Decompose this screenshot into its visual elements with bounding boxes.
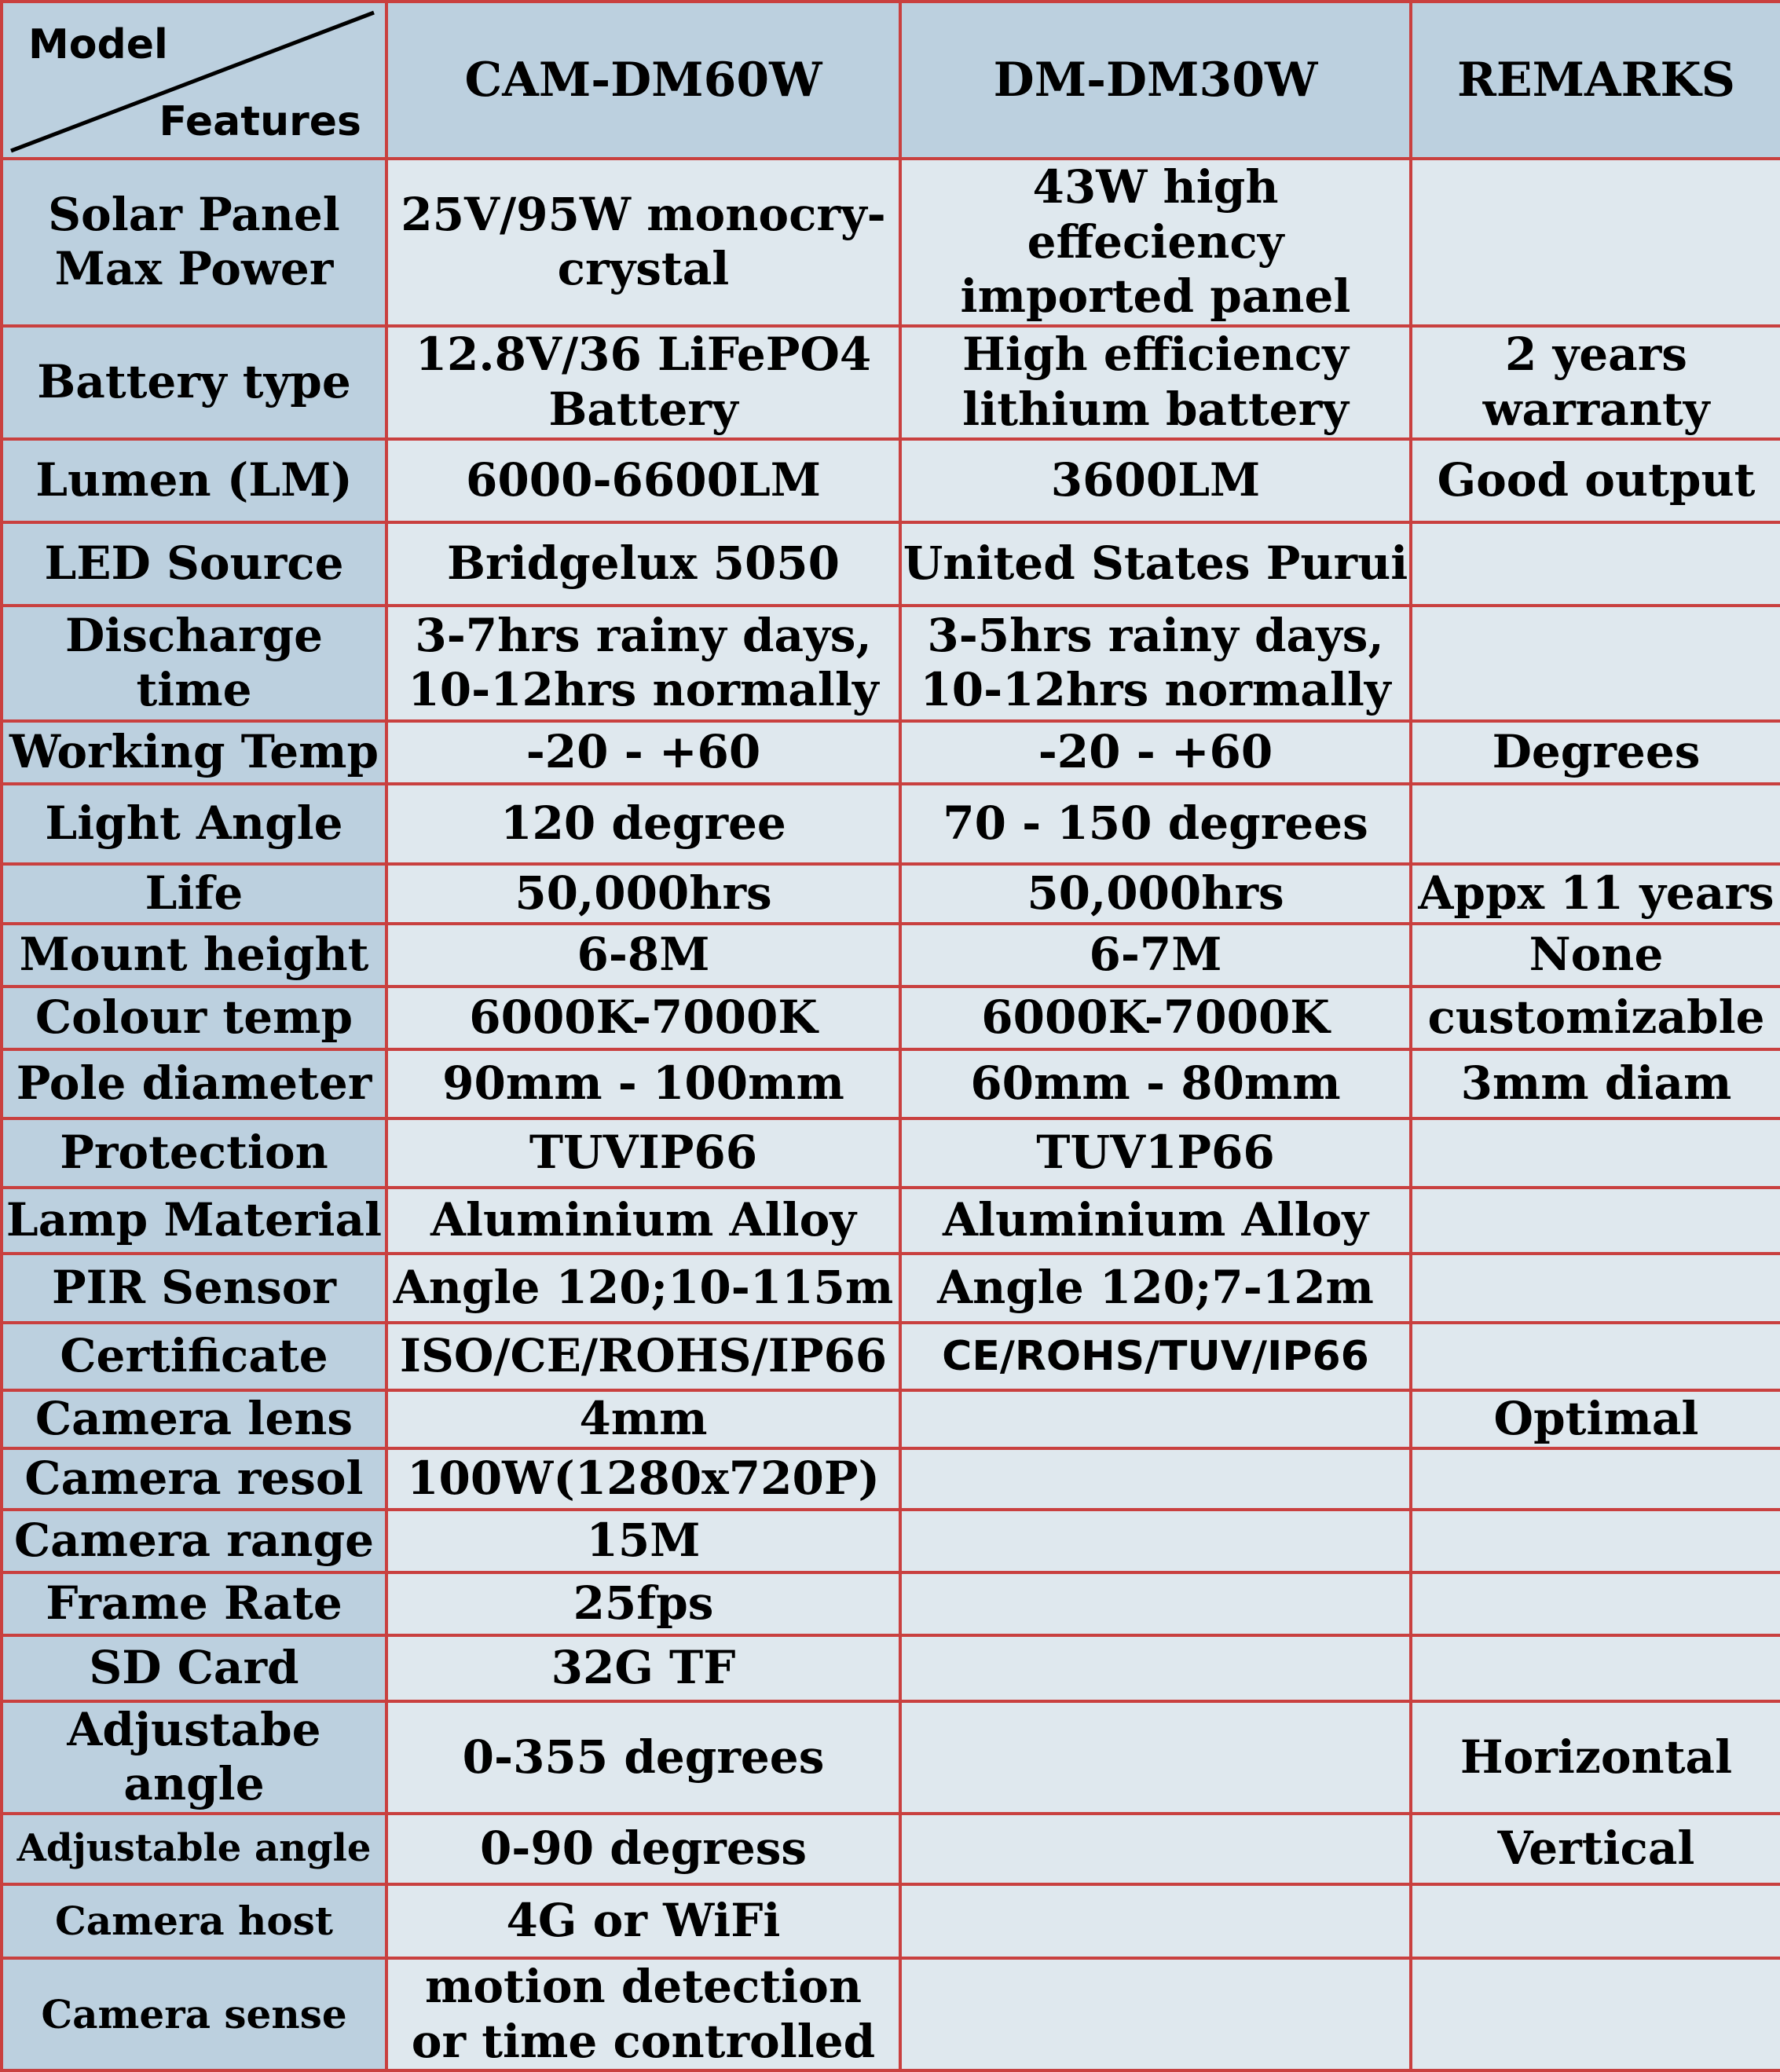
- cam-dm60w-value-line: 50,000hrs: [515, 866, 772, 920]
- dm-dm30w-value: [902, 1450, 1409, 1508]
- remarks-value: [1412, 1637, 1780, 1700]
- cam-dm60w-value: [388, 1574, 899, 1634]
- cam-dm60w-value: [388, 723, 899, 782]
- remarks-value: [1412, 1703, 1780, 1812]
- table-row: [3, 1392, 1780, 1447]
- remarks-value: [1412, 866, 1780, 922]
- cam-dm60w-value: [388, 988, 899, 1048]
- dm-dm30w-value: [902, 925, 1409, 985]
- remarks-value-line: Horizontal: [1460, 1730, 1733, 1784]
- table-row: [3, 1960, 1780, 2069]
- cam-dm60w-value: [388, 1703, 899, 1812]
- cam-dm60w-value: [388, 1392, 899, 1447]
- dm-dm30w-value-line: High efficiency: [962, 328, 1349, 382]
- table-row: [3, 160, 1780, 324]
- feature-label: [3, 1392, 385, 1447]
- column-header-cam-dm60w: CAM-DM60W: [388, 3, 899, 157]
- cam-dm60w-value-line: Battery: [548, 382, 738, 436]
- cam-dm60w-value: [388, 925, 899, 985]
- feature-label-line: Colour temp: [35, 990, 353, 1044]
- cam-dm60w-value: [388, 866, 899, 922]
- table-row: [3, 1637, 1780, 1700]
- dm-dm30w-value-line: 3600LM: [1050, 452, 1261, 507]
- feature-label: [3, 1120, 385, 1186]
- cam-dm60w-value-line: 15M: [586, 1513, 701, 1567]
- dm-dm30w-value-line: TUV1P66: [1036, 1125, 1275, 1179]
- table-row: [3, 1255, 1780, 1321]
- cam-dm60w-value-line: 4mm: [579, 1391, 708, 1445]
- feature-label-line: Life: [145, 866, 244, 920]
- remarks-value-line: 2 years: [1505, 328, 1687, 382]
- remarks-value: [1412, 328, 1780, 437]
- dm-dm30w-value-line: 10-12hrs normally: [920, 663, 1391, 717]
- cam-dm60w-value: [388, 1960, 899, 2069]
- table-row: [3, 1051, 1780, 1117]
- remarks-value: [1412, 1120, 1780, 1186]
- feature-label-line: Pole diameter: [16, 1056, 372, 1110]
- dm-dm30w-value: [902, 441, 1409, 521]
- remarks-value: [1412, 160, 1780, 324]
- dm-dm30w-value: [902, 1637, 1409, 1700]
- dm-dm30w-value: [902, 1511, 1409, 1571]
- remarks-value: [1412, 441, 1780, 521]
- cam-dm60w-value-line: 0-355 degrees: [462, 1730, 825, 1784]
- dm-dm30w-value: [902, 723, 1409, 782]
- feature-label: [3, 607, 385, 719]
- cam-dm60w-value: [388, 328, 899, 437]
- feature-label-line: PIR Sensor: [52, 1260, 336, 1314]
- remarks-value: [1412, 988, 1780, 1048]
- dm-dm30w-value: [902, 1886, 1409, 1957]
- cam-dm60w-value-line: TUVIP66: [529, 1125, 758, 1179]
- table-row: [3, 1574, 1780, 1634]
- cam-dm60w-value: [388, 441, 899, 521]
- table-row: [3, 1450, 1780, 1508]
- header-row: [3, 3, 1780, 157]
- dm-dm30w-value: [902, 866, 1409, 922]
- remarks-value-line: None: [1529, 927, 1664, 981]
- dm-dm30w-value: [902, 1255, 1409, 1321]
- feature-label-line: LED Source: [44, 536, 344, 590]
- dm-dm30w-value-line: CE/ROHS/TUV/IP66: [942, 1332, 1369, 1380]
- table-row: [3, 607, 1780, 719]
- dm-dm30w-value-line: Angle 120;7-12m: [937, 1260, 1374, 1314]
- feature-label-line: Camera host: [54, 1897, 333, 1944]
- dm-dm30w-value-line: 50,000hrs: [1027, 866, 1284, 920]
- cam-dm60w-value-line: 6-8M: [577, 927, 710, 981]
- cam-dm60w-value: [388, 1324, 899, 1389]
- cam-dm60w-value: [388, 1450, 899, 1508]
- remarks-value: [1412, 1450, 1780, 1508]
- feature-label-line: Working Temp: [9, 724, 379, 778]
- remarks-value-line: customizable: [1427, 990, 1765, 1044]
- cam-dm60w-value-line: motion detection: [424, 1959, 863, 2013]
- feature-label: [3, 723, 385, 782]
- feature-label: [3, 1886, 385, 1957]
- remarks-value: [1412, 524, 1780, 604]
- cam-dm60w-value-line: 0-90 degress: [479, 1821, 808, 1876]
- feature-label-line: Lamp Material: [5, 1192, 383, 1246]
- feature-label: [3, 1255, 385, 1321]
- cam-dm60w-value-line: Angle 120;10-115m: [393, 1260, 894, 1314]
- table-row: [3, 1815, 1780, 1883]
- feature-label-line: Adjustabe angle: [67, 1702, 321, 1811]
- cam-dm60w-value: [388, 1051, 899, 1117]
- dm-dm30w-value: [902, 1392, 1409, 1447]
- dm-dm30w-value: [902, 1815, 1409, 1883]
- dm-dm30w-value: [902, 1574, 1409, 1634]
- remarks-value: [1412, 925, 1780, 985]
- feature-label: [3, 1324, 385, 1389]
- feature-label: [3, 441, 385, 521]
- dm-dm30w-value-line: 70 - 150 degrees: [943, 796, 1368, 850]
- table-row: [3, 1703, 1780, 1812]
- feature-label: [3, 1189, 385, 1252]
- dm-dm30w-value: [902, 1960, 1409, 2069]
- remarks-value: [1412, 1255, 1780, 1321]
- remarks-value: [1412, 1574, 1780, 1634]
- cam-dm60w-value-line: 25fps: [573, 1576, 714, 1630]
- column-header-remarks: REMARKS: [1412, 3, 1780, 157]
- feature-label: [3, 1960, 385, 2069]
- feature-label: [3, 524, 385, 604]
- feature-label: [3, 785, 385, 862]
- dm-dm30w-value-line: Aluminium Alloy: [943, 1192, 1368, 1246]
- remarks-value: [1412, 723, 1780, 782]
- table-row: [3, 1324, 1780, 1389]
- cam-dm60w-value-line: 12.8V/36 LiFePO4: [415, 328, 872, 382]
- features-label: Features: [159, 97, 361, 145]
- feature-label-line: SD Card: [89, 1640, 299, 1694]
- remarks-value: [1412, 1392, 1780, 1447]
- cam-dm60w-value: [388, 1189, 899, 1252]
- table-row: [3, 328, 1780, 437]
- dm-dm30w-value: [902, 1051, 1409, 1117]
- remarks-value-line: 3mm diam: [1460, 1056, 1732, 1110]
- table-row: [3, 1511, 1780, 1571]
- remarks-value: [1412, 1324, 1780, 1389]
- cam-dm60w-value-line: -20 - +60: [526, 724, 761, 778]
- remarks-value-line: Optimal: [1493, 1391, 1699, 1445]
- feature-label: [3, 328, 385, 437]
- remarks-value-line: Appx 11 years: [1418, 866, 1775, 920]
- table-row: [3, 866, 1780, 922]
- dm-dm30w-value-line: 6-7M: [1089, 927, 1222, 981]
- cam-dm60w-value: [388, 524, 899, 604]
- feature-label-line: Discharge: [64, 608, 324, 662]
- dm-dm30w-value-line: 43W high effeciency: [1027, 160, 1284, 269]
- feature-label-line: Adjustable angle: [16, 1826, 372, 1871]
- feature-label: [3, 925, 385, 985]
- feature-label-line: Battery type: [37, 354, 351, 408]
- cam-dm60w-value-line: 6000K-7000K: [469, 990, 818, 1044]
- dm-dm30w-value-line: -20 - +60: [1038, 724, 1273, 778]
- feature-label-line: Frame Rate: [46, 1576, 342, 1630]
- feature-label: [3, 866, 385, 922]
- feature-label-line: Light Angle: [45, 796, 343, 850]
- dm-dm30w-value: [902, 1189, 1409, 1252]
- cam-dm60w-value-line: Bridgelux 5050: [446, 536, 841, 590]
- cam-dm60w-value: [388, 1511, 899, 1571]
- remarks-value: [1412, 607, 1780, 719]
- cam-dm60w-value-line: crystal: [557, 242, 730, 296]
- feature-label-line: Camera lens: [35, 1391, 353, 1445]
- feature-label: [3, 1450, 385, 1508]
- table-row: [3, 1886, 1780, 1957]
- column-header-dm-dm30w: DM-DM30W: [902, 3, 1409, 157]
- dm-dm30w-value: [902, 524, 1409, 604]
- feature-label: [3, 988, 385, 1048]
- dm-dm30w-value: [902, 607, 1409, 719]
- cam-dm60w-value-line: 10-12hrs normally: [408, 663, 879, 717]
- feature-label: [3, 1511, 385, 1571]
- feature-label-line: Max Power: [54, 242, 334, 296]
- dm-dm30w-value: [902, 328, 1409, 437]
- feature-label-line: Mount height: [19, 927, 369, 981]
- dm-dm30w-value: [902, 1703, 1409, 1812]
- cam-dm60w-value-line: 6000-6600LM: [466, 452, 821, 507]
- model-label: Model: [28, 21, 168, 68]
- feature-label: [3, 1703, 385, 1812]
- dm-dm30w-value-line: imported panel: [960, 269, 1351, 324]
- cam-dm60w-value: [388, 1637, 899, 1700]
- dm-dm30w-value: [902, 1120, 1409, 1186]
- remarks-value: [1412, 1815, 1780, 1883]
- cam-dm60w-value-line: 32G TF: [551, 1640, 736, 1694]
- cam-dm60w-value-line: 4G or WiFi: [506, 1894, 781, 1948]
- feature-label-line: Solar Panel: [48, 187, 340, 241]
- feature-label: [3, 1815, 385, 1883]
- dm-dm30w-value-line: United States Purui: [903, 536, 1408, 590]
- remarks-value-line: Degrees: [1492, 724, 1701, 778]
- remarks-value: [1412, 1886, 1780, 1957]
- dm-dm30w-value-line: lithium battery: [962, 382, 1349, 436]
- remarks-value: [1412, 785, 1780, 862]
- feature-label-line: Protection: [60, 1125, 328, 1179]
- feature-label: [3, 1637, 385, 1700]
- cam-dm60w-value-line: 90mm - 100mm: [442, 1056, 844, 1110]
- cam-dm60w-value: [388, 1120, 899, 1186]
- cam-dm60w-value-line: 120 degree: [500, 796, 786, 850]
- feature-label-line: Camera range: [13, 1513, 375, 1567]
- remarks-value-line: warranty: [1482, 382, 1710, 436]
- feature-label-line: time: [136, 663, 252, 717]
- table-row: [3, 524, 1780, 604]
- feature-label: [3, 1574, 385, 1634]
- cam-dm60w-value-line: or time controlled: [411, 2014, 876, 2068]
- cam-dm60w-value: [388, 1255, 899, 1321]
- feature-label-line: Camera resol: [24, 1451, 364, 1505]
- remarks-value: [1412, 1189, 1780, 1252]
- cam-dm60w-value-line: ISO/CE/ROHS/IP66: [399, 1328, 888, 1382]
- feature-label-line: Lumen (LM): [35, 452, 353, 507]
- feature-label-line: Camera sense: [41, 1990, 347, 2037]
- remarks-value: [1412, 1511, 1780, 1571]
- cam-dm60w-value: [388, 160, 899, 324]
- remarks-value: [1412, 1960, 1780, 2069]
- spec-table-body: [3, 160, 1780, 2069]
- cam-dm60w-value: [388, 607, 899, 719]
- cam-dm60w-value-line: 100W(1280x720P): [407, 1451, 880, 1505]
- dm-dm30w-value: [902, 785, 1409, 862]
- cam-dm60w-value: [388, 1886, 899, 1957]
- feature-label-line: Certificate: [60, 1328, 328, 1382]
- remarks-value-line: Good output: [1437, 452, 1756, 507]
- cam-dm60w-value: [388, 785, 899, 862]
- table-row: [3, 441, 1780, 521]
- dm-dm30w-value-line: 3-5hrs rainy days,: [927, 608, 1384, 662]
- table-row: [3, 988, 1780, 1048]
- cam-dm60w-value-line: Aluminium Alloy: [430, 1192, 856, 1246]
- table-row: [3, 1189, 1780, 1252]
- table-row: [3, 723, 1780, 782]
- remarks-value: [1412, 1051, 1780, 1117]
- table-row: [3, 925, 1780, 985]
- dm-dm30w-value: [902, 1324, 1409, 1389]
- table-row: [3, 1120, 1780, 1186]
- remarks-value-line: Vertical: [1497, 1821, 1695, 1876]
- cam-dm60w-value-line: 25V/95W monocry-: [401, 187, 886, 241]
- cam-dm60w-value: [388, 1815, 899, 1883]
- dm-dm30w-value-line: 6000K-7000K: [981, 990, 1330, 1044]
- table-row: [3, 785, 1780, 862]
- feature-label: [3, 1051, 385, 1117]
- cam-dm60w-value-line: 3-7hrs rainy days,: [415, 608, 872, 662]
- dm-dm30w-value: [902, 160, 1409, 324]
- model-features-corner-cell: [3, 3, 385, 157]
- feature-label: [3, 160, 385, 324]
- dm-dm30w-value: [902, 988, 1409, 1048]
- dm-dm30w-value-line: 60mm - 80mm: [970, 1056, 1341, 1110]
